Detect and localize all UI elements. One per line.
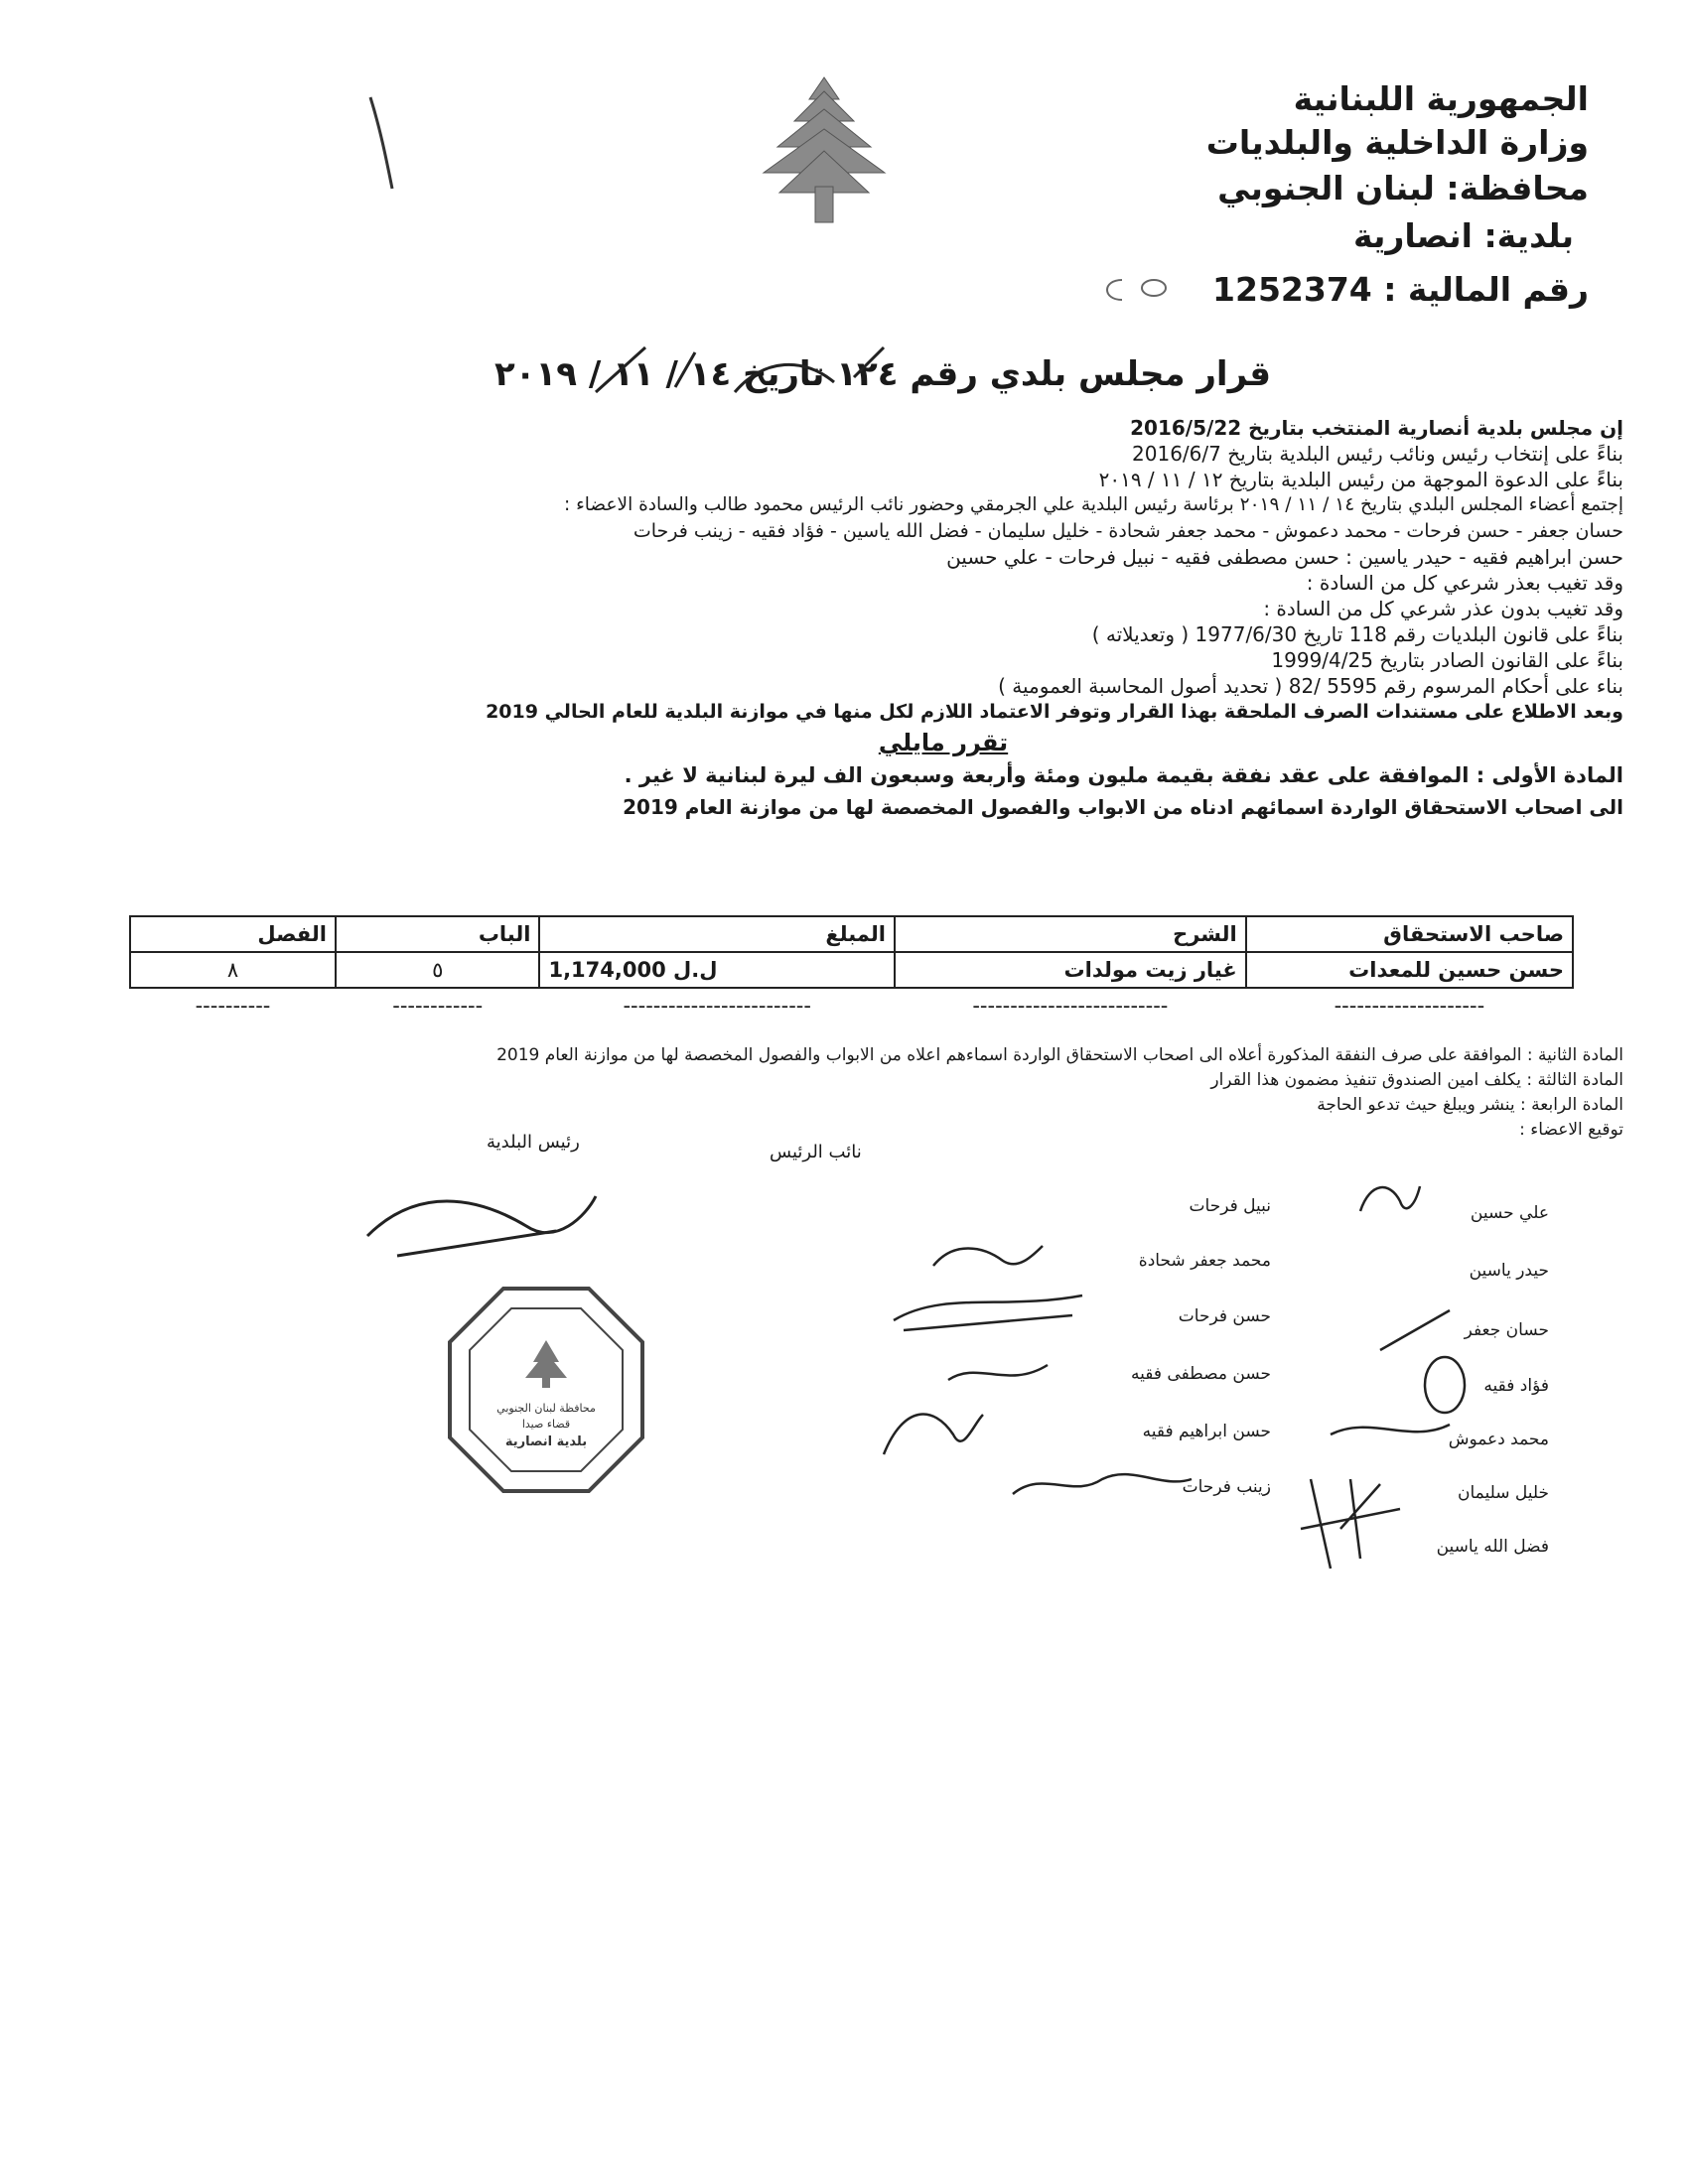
member-middle-2: محمد جعفر شحادة: [1138, 1251, 1271, 1271]
cell-section: ٥: [336, 952, 540, 988]
preamble-line-12: وبعد الاطلاع على مستندات الصرف الملحقة بهذا القرار وتوفر الاعتماد اللازم لكل منها في موازنة البلدية للعام الحالي 2019: [486, 701, 1623, 723]
dash-5: ----------: [195, 994, 271, 1018]
article-1-line-2: الى اصحاب الاستحقاق الواردة اسمائهم ادناه من الابواب والفصول المخصصة لها من موازنة العام 2019: [623, 795, 1623, 819]
article-2: المادة الثانية : الموافقة على صرف النفقة المذكورة أعلاه الى اصحاب الاستحقاق الواردة اسماءهم اعلاه من الابواب والفصول المخصصة لها من موازنة العام 2019: [496, 1045, 1623, 1065]
cell-chapter: ٨: [130, 952, 336, 988]
member-right-4: فؤاد فقيه: [1483, 1376, 1549, 1396]
dash-4: ------------: [392, 994, 484, 1018]
preamble-line-6: حسن ابراهيم فقيه - حيدر ياسين : حسن مصطفى فقيه - نبيل فرحات - علي حسين: [946, 545, 1623, 569]
cell-description: غيار زيت مولدات: [895, 952, 1246, 988]
dash-1: --------------------: [1246, 988, 1573, 1023]
member-middle-4: حسن مصطفى فقيه: [1131, 1364, 1271, 1384]
president-signature: [357, 1176, 606, 1266]
member-middle-3: حسن فرحات: [1178, 1306, 1271, 1326]
member-middle-1: نبيل فرحات: [1189, 1196, 1271, 1216]
preamble-line-2: بناءً على إنتخاب رئيس ونائب رئيس البلدية بتاريخ 2016/6/7: [1132, 442, 1623, 466]
president-label: رئيس البلدية: [487, 1132, 580, 1153]
col-header-description: الشرح: [895, 916, 1246, 952]
cedar-tree-icon: [750, 69, 899, 228]
signature-hassan-ibrahim: [874, 1395, 993, 1474]
preamble-line-1: إن مجلس بلدية أنصارية المنتخب بتاريخ 2016/5/22: [1130, 416, 1623, 440]
preamble-line-8: وقد تغيب بدون عذر شرعي كل من السادة :: [1263, 597, 1623, 620]
handwritten-date-strokes: [586, 338, 904, 407]
governorate-title: محافظة: لبنان الجنوبي: [1217, 169, 1589, 207]
preamble-line-7: وقد تغيب بعذر شرعي كل من السادة :: [1306, 571, 1623, 595]
article-4: المادة الرابعة : ينشر ويبلغ حيث تدعو الحاجة: [1317, 1095, 1623, 1115]
signature-mohammad-jaafar: [923, 1236, 1053, 1286]
signature-mohammad-daamoush: [1321, 1410, 1460, 1449]
article-3: المادة الثالثة : يكلف امين الصندوق تنفيذ مضمون هذا القرار: [1210, 1070, 1623, 1090]
ministry-title: وزارة الداخلية والبلديات: [1205, 123, 1589, 162]
signature-hassan-farhat: [884, 1281, 1102, 1340]
members-signature-label: توقيع الاعضاء :: [1519, 1120, 1623, 1140]
signature-zeinab-farhat: [1003, 1459, 1201, 1509]
finance-number: رقم المالية : 1252374: [1212, 270, 1589, 309]
decision-title: قرار مجلس بلدي رقم ١٢٤ تاريخ ١٤ / ١١ / ٢٠١٩: [494, 354, 1271, 394]
member-middle-5: حسن ابراهيم فقيه: [1142, 1422, 1271, 1441]
svg-text:بلدية انصارية: بلدية انصارية: [504, 1434, 588, 1449]
signature-khalil-fadlallah: [1291, 1469, 1410, 1578]
handwritten-page-number: [352, 89, 422, 199]
dash-3: -------------------------: [623, 994, 811, 1018]
member-right-1: علي حسين: [1470, 1203, 1549, 1223]
preamble-line-5: حسان جعفر - حسن فرحات - محمد دعموش - محمد جعفر شحادة - خليل سليمان - فضل الله ياسين - فؤاد فقيه - زينب فرحات: [633, 520, 1623, 542]
col-header-section: الباب: [336, 916, 540, 952]
preamble-line-11: بناء على أحكام المرسوم رقم 5595 /82 ( تحديد أصول المحاسبة العمومية ): [998, 674, 1623, 698]
dash-2: --------------------------: [972, 994, 1169, 1018]
octagonal-seal-icon: [442, 1281, 650, 1499]
table-dash-row: [130, 988, 1573, 1023]
member-right-3: حسان جعفر: [1464, 1320, 1549, 1340]
member-right-2: حيدر ياسين: [1469, 1261, 1549, 1281]
signature-hassan-mustafa: [938, 1350, 1057, 1400]
signature-ali-hussein: [1350, 1171, 1430, 1231]
handwritten-mark: [1092, 270, 1182, 310]
col-header-chapter: الفصل: [130, 916, 336, 952]
municipality-title: بلدية: انصارية: [1352, 216, 1574, 255]
table-row: [130, 952, 1573, 988]
vice-president-label: نائب الرئيس: [770, 1142, 862, 1162]
preamble-line-4: إجتمع أعضاء المجلس البلدي بتاريخ ١٤ / ١١ / ٢٠١٩ برئاسة رئيس البلدية علي الجرمقي وحضور نائب الرئيس محمود طالب والسادة الاعضاء :: [563, 494, 1623, 515]
preamble-line-3: بناءً على الدعوة الموجهة من رئيس البلدية بتاريخ ١٢ / ١١ / ٢٠١٩: [1098, 468, 1623, 491]
svg-text:محافظة لبنان الجنوبي: محافظة لبنان الجنوبي: [496, 1402, 596, 1415]
grant-table: [129, 915, 1574, 1023]
member-middle-6: زينب فرحات: [1182, 1477, 1271, 1497]
republic-title: الجمهورية اللبنانية: [1293, 79, 1589, 118]
cell-beneficiary: حسن حسين للمعدات: [1246, 952, 1573, 988]
svg-text:قضاء صيدا: قضاء صيدا: [521, 1418, 571, 1431]
cell-amount: 1,174,000 ل.ل: [539, 952, 895, 988]
preamble-line-10: بناءً على القانون الصادر بتاريخ 1999/4/25: [1271, 648, 1623, 672]
preamble-line-9: بناءً على قانون البلديات رقم 118 تاريخ 1977/6/30 ( وتعديلاته ): [1091, 622, 1623, 646]
member-right-7: فضل الله ياسين: [1436, 1537, 1549, 1557]
col-header-beneficiary: صاحب الاستحقاق: [1246, 916, 1573, 952]
member-right-6: خليل سليمان: [1457, 1483, 1549, 1503]
col-header-amount: المبلغ: [539, 916, 895, 952]
article-1-line-1: المادة الأولى : الموافقة على عقد نفقة بقيمة مليون ومئة وأربعة وسبعون الف ليرة لبنانية لا غير .: [624, 763, 1623, 787]
resolves-heading: تقرر مايلي: [878, 729, 1009, 756]
table-header-row: [130, 916, 1573, 952]
member-right-5: محمد دعموش: [1448, 1430, 1549, 1449]
